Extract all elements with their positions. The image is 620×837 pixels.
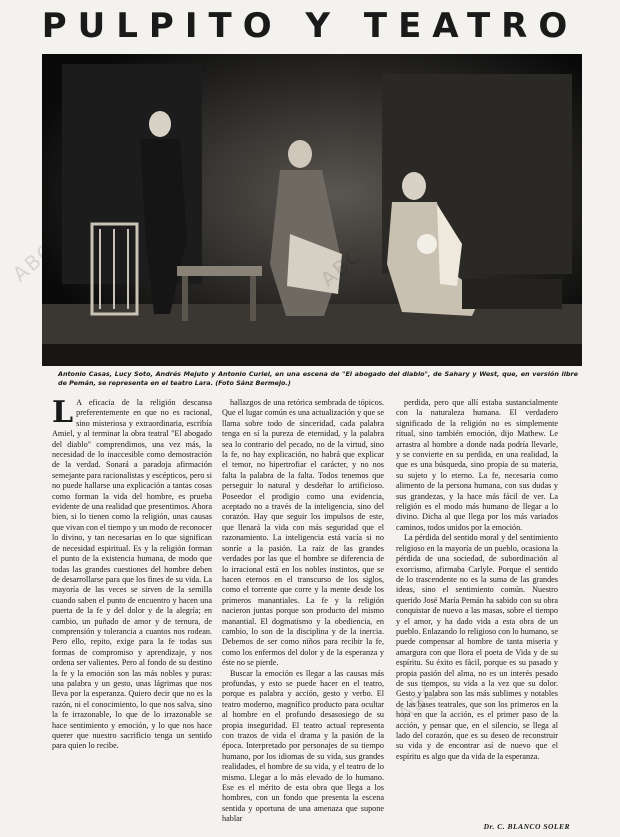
paragraph: A eficacia de la religión descansa preferentemente en que no es racional, sino misteriosa y extraordinaria, escribía Amiel, y al terminar la obra teatral "El abogado del diablo" comprendimos, una vez más, la necesidad de lo inaccesible como demostración de la verdad. Sonará a paradoja afirmación semejante para racionalistas y escépticos, pero si no puede hallarse una explicación a tantas cosas como forman la vida del hombre, es prueba evidente de una realidad que presentimos. Ahora bien, si lo tienen como la religión, unas causas que vivan con el tiempo y un modo de reconocer lo divino, y tan necesarias en lo que significan de necesidad espiritual. Es y la religión forman el punto de la existencia humana, de modo que todas las grandes cuestiones del hombre deben de desarrollarse para que los fines de su vida. La mayoría de las veces se sirven de la semilla cuando saben el punto de encuentro y hacen una puerta de la fe y del dolor y de la alegría; en cambio, un puñado de amor y de ternura, de comprensión y tolerancia a cuantos nos rodean. Pero ello, repito, exige para la fe todas sus formas de compromiso y aprendizaje, y nos ordena ser valientes. Pero al fondo de su destino la fe y la emoción son las más nobles y puras: una palabra y un gesto, unas lágrimas que nos lleva por la esperanza. Quiero decir que no es la razón, ni el conocimiento, lo que nos salva, sino la fe irrazonable, lo que de lo irrazonable se hace sentimiento y emoción, y lo que nos hace querer que nuestro sacrificio tenga un sentido para quien lo recibe. <box>52 398 212 751</box>
watermark: ABC <box>392 677 445 727</box>
paragraph: hallazgos de una retórica sembrada de tópicos. Que el lugar común es una actualización y que se llama sobre todo de sinceridad, cada palabra tenga en sí la pureza de eternidad, y la palabra sea lo contrario del pecado, no de la virtud, sino la fe, no hay explicación, no habrá que explicar el temor, no hipertrofiar el carácter, y no nos falta la palabra de la falta. Todos tenemos que perseguir lo natural y desdeñar lo artificioso. Poseedor el prodigio como una evidencia, aceptado no a través de la inteligencia, sino del corazón. Hay que seguir los impulsos de este, que llenará la vida con más seguridad que el razonamiento. La inteligencia está vacía si no sonríe a la pasión. La raíz de las grandes verdades por las que el hombre se diferencia de lo irracional está en los nobles instintos, que se hacen eternos en el transcurso de los siglos, como el torrente que corre y la mente desde los primeros manantiales. La fe y la religión nacieron juntas porque son producto del mismo manantial. El dogmatismo y la obediencia, en cambio, lo son de la disciplina y de la inercia. Debemos de ser como niños para recibir la fe, como los enfermos del dolor y de la esperanza y éste no se pierde. <box>222 398 384 668</box>
page-title: PULPITO Y TEATRO <box>41 6 579 46</box>
article-column-1 <box>52 395 212 808</box>
author-signature: Dr. C. BLANCO SOLER <box>483 822 570 831</box>
article-column-3 <box>396 398 558 808</box>
photo-caption: Antonio Casas, Lucy Soto, Andrés Mejuto y Antonio Curiel, en una escena de "El abogado del diablo", de Sahary y West, que, en versión libre de Pemán, se representa en el teatro Lara. (Foto Sánz Bermejo.) <box>58 370 578 387</box>
theater-scene-photo <box>42 54 582 366</box>
paragraph: Buscar la emoción es llegar a las causas más profundas, y esto se puede hacer en el teatro, porque es palabra y acción, gesto y verbo. El teatro moderno, magnífico producto para ocultar al hombre en el profundo desasosiego de su propia inseguridad. El teatro actual representa con trazos de vida el drama y la pasión de la época. Interpretado por personajes de su tiempo humano, por los idiomas de su vida, sus grandes realidades, el hombre de su vida, y el teatro de lo mismo. Llegar a lo más elevado de lo humano. Ese es el mérito de esta obra que llega a los hombres, con un fondo que presenta la escena sentida y oportuna de una amenaza que supone hablar <box>222 668 384 824</box>
watermark: ABC <box>7 237 60 287</box>
watermark: ABC <box>315 242 368 292</box>
drop-cap: L <box>52 395 74 430</box>
paragraph: La pérdida del sentido moral y del sentimiento religioso en la mayoría de un pueblo, ocasiona la pérdida de una sociedad, de subordinación al exorcismo, afirmaba Carlyle. Porque el sentido de lo trascendente no es la suma de las grandes ideas, sino el sentimiento común. Nuestro querido José María Pemán ha sabido con su obra conquistar de nuevo a las masas, sobre el tiempo y el amor, y ha dado vida a esta obra de un pueblo. Enlazando lo religioso con lo humano, se puede compensar al hombre de tanta miseria y amargura con que llora el poeta de Vida y de su espíritu. Su éxito es fácil, porque es su pasado y propia pasión del alma, no es un interés pesado de sus tiempos, su vida a la vez que su dolor. Gesto y palabra son las más sublimes y notables de las bases teatrales, que son los primeros en la hora en que la acción, es el primer paso de la acción, y pensar que, en el silencio, se llega al lado del corazón, que es su deseo de reconstruir su vida y de encontrar así de nuevo que el espíritu es algo que da vida de la esperanza. <box>396 533 558 761</box>
article-column-2 <box>222 398 384 824</box>
photo-illustration <box>42 54 582 366</box>
paragraph: perdida, pero que allí estaba sustancialmente con la naturaleza humana. El verdadero significado de la religión no es simplemente ritual, sino también emoción, dijo Mathew. Le arrastra al hombre a donde nada podría llevarle, y se convierte en su perdida, en una realidad, la que es una búsqueda, sino propia de su materia, su sujeto y lo eterno. La fe, necesaria como alimento de la persona humana, con sus dudas y sus grandezas, y la hace más fácil de ver. La religión es el modo más humano de llegar a lo divino. Dicha al que llega por los más variados caminos, todos unidos por la emoción. <box>396 398 558 532</box>
